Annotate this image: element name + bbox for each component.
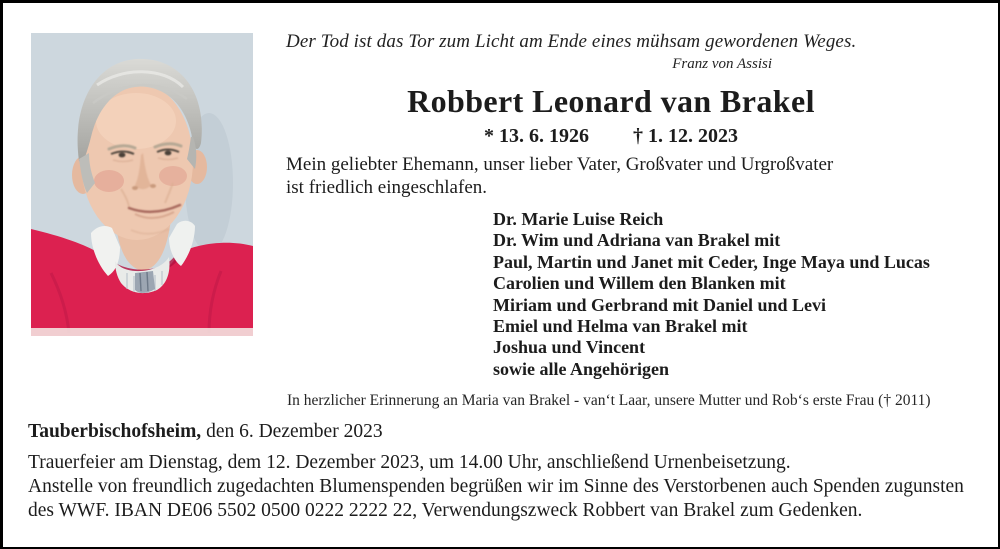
funeral-info: Trauerfeier am Dienstag, dem 12. Dezember 2023, um 14.00 Uhr, anschließend Urnenbeisetzung. <box>28 452 791 473</box>
mourner-line: Miriam und Gerbrand mit Daniel und Levi <box>493 294 827 315</box>
donation-line-1: Anstelle von freundlich zugedachten Blumenspenden begrüßen wir im Sinne des Verstorbenen auch Spenden zugunsten <box>28 476 964 497</box>
mourner-line: Paul, Martin und Janet mit Ceder, Inge Maya und Lucas <box>493 251 930 272</box>
death-date: † 1. 12. 2023 <box>633 125 738 147</box>
mourner-line: sowie alle Angehörigen <box>493 358 669 379</box>
birth-date: * 13. 6. 1926 <box>484 125 589 147</box>
donation-info <box>28 475 964 522</box>
mourner-line: Carolien und Willem den Blanken mit <box>493 273 786 294</box>
place-name: Tauberbischofsheim, <box>28 421 202 442</box>
deceased-header <box>286 83 936 148</box>
intro-line-2: ist friedlich eingeschlafen. <box>286 177 488 198</box>
memorial-note: In herzlicher Erinnerung an Maria van Brakel - van‘t Laar, unsere Mutter und Rob‘s erste Frau († 2011) <box>287 392 931 409</box>
mourner-line: Emiel und Helma van Brakel mit <box>493 316 748 337</box>
life-dates <box>286 125 936 148</box>
quote-text: Der Tod ist das Tor zum Licht am Ende eines mühsam gewordenen Weges. <box>286 31 857 52</box>
notice-date: den 6. Dezember 2023 <box>201 421 383 442</box>
quote-attribution: Franz von Assisi <box>672 56 772 72</box>
mourner-line: Dr. Wim und Adriana van Brakel mit <box>493 230 781 251</box>
donation-line-2: des WWF. IBAN DE06 5502 0500 0222 2222 22, Verwendungszweck Robbert van Brakel zum Gedenken. <box>28 499 863 521</box>
intro-line-1: Mein geliebter Ehemann, unser lieber Vater, Großvater und Urgroßvater <box>286 154 834 175</box>
portrait-photo <box>31 33 253 336</box>
quote-block <box>286 31 857 73</box>
intro-text <box>286 153 833 199</box>
portrait-illustration <box>31 33 253 336</box>
mourner-line: Dr. Marie Luise Reich <box>493 209 664 229</box>
place-date-line <box>28 421 383 443</box>
mourners-list <box>493 209 930 380</box>
deceased-name: Robbert Leonard van Brakel <box>407 83 815 119</box>
mourner-line: Joshua und Vincent <box>493 337 646 358</box>
